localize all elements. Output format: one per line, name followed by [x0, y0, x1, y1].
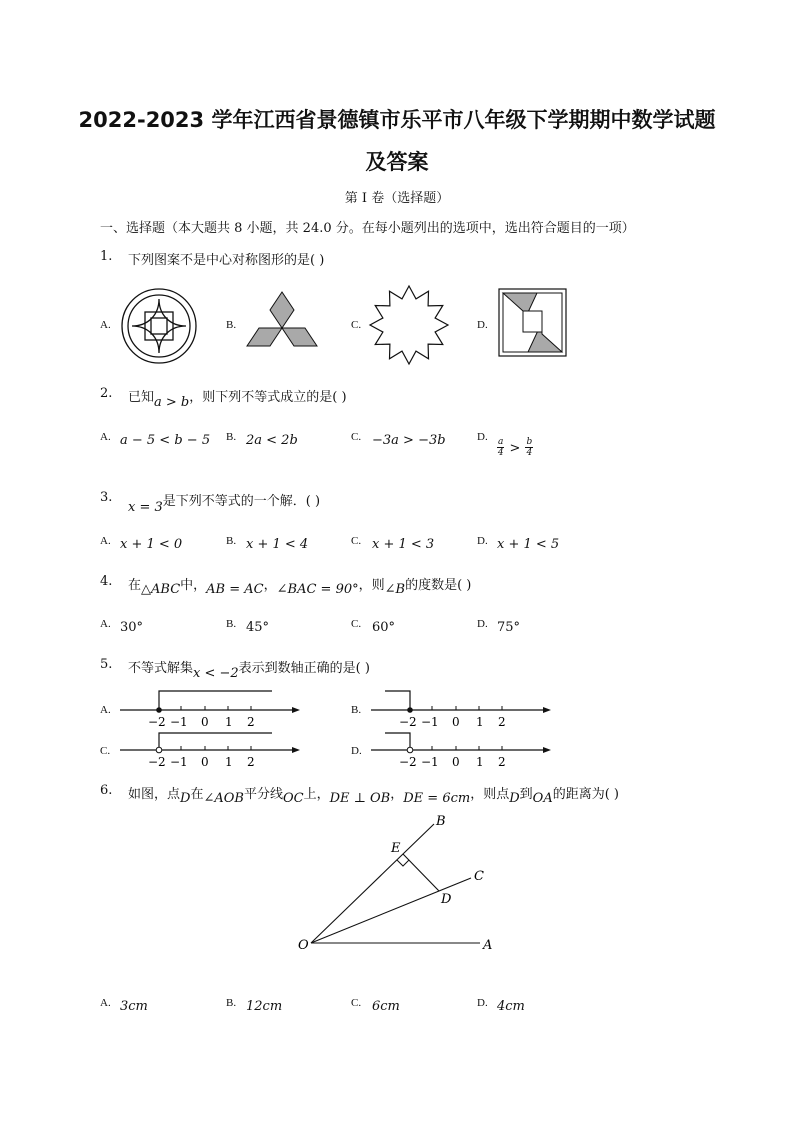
q5-post: 表示到数轴正确的是( ): [238, 661, 370, 676]
q2-frac-relation: >: [509, 441, 521, 456]
q2-label-c: C.: [351, 431, 362, 443]
q4-math-angle-b: ∠B: [384, 582, 406, 597]
q5-numberline-d: [369, 726, 555, 772]
ray-ob: [311, 824, 434, 943]
q5d-tick-label: 2: [498, 755, 506, 769]
label-c: C: [474, 869, 484, 884]
q5b-tick-label: −1: [421, 715, 439, 729]
q4-math-ab-ac: AB = AC: [206, 582, 264, 597]
label-o: O: [298, 938, 309, 953]
q5-pre: 不等式解集: [128, 661, 194, 676]
q2-option-a: a − 5 < b − 5: [120, 433, 211, 448]
q5-number: 5.: [100, 657, 113, 672]
q3-post: 是下列不等式的一个解．( ): [162, 494, 321, 509]
q4-stem: [128, 574, 472, 597]
q6-option-c: 6cm: [372, 999, 400, 1014]
q6-option-b: 12cm: [246, 999, 283, 1014]
q6-math-d2: D: [509, 791, 520, 806]
q1-text: 下列图案不是中心对称图形的是( ): [128, 253, 325, 268]
doc-title-line1: 2022-2023 学年江西省景德镇市乐平市八年级下学期期中数学试题: [78, 108, 716, 132]
q3-stem: [128, 490, 321, 515]
q2-option-c: −3a > −3b: [372, 433, 446, 448]
q5c-tick-label: −2: [148, 755, 166, 769]
q6-math-d: D: [180, 791, 191, 806]
q6-mid1: 在: [190, 787, 204, 802]
q6-label-c: C.: [351, 997, 362, 1009]
q4-number: 4.: [100, 574, 113, 589]
q5b-tick-label: 1: [476, 715, 484, 729]
q2-label-d: D.: [477, 431, 488, 443]
q3-label-b: B.: [226, 535, 237, 547]
q6-mid6: 到: [519, 787, 533, 802]
q3-label-c: C.: [351, 535, 362, 547]
q3-option-b: x + 1 < 4: [246, 537, 309, 552]
q4-label-d: D.: [477, 618, 488, 630]
q1-label-a: A.: [100, 319, 111, 331]
q4-label-a: A.: [100, 618, 111, 630]
q1-label-d: D.: [477, 319, 488, 331]
q4-label-b: B.: [226, 618, 237, 630]
q5-label-b: B.: [351, 704, 362, 716]
q5b-tick-label: −2: [399, 715, 417, 729]
q1-figure-a-coin: [120, 287, 198, 365]
q5-label-a: A.: [100, 704, 111, 716]
q4-mid2: ，: [263, 578, 277, 593]
q6-label-d: D.: [477, 997, 488, 1009]
q1-label-b: B.: [226, 319, 237, 331]
q5c-tick-label: 2: [247, 755, 255, 769]
q3-label-d: D.: [477, 535, 488, 547]
section-heading: 一、选择题（本大题共 8 小题，共 24.0 分。在每小题列出的选项中，选出符合题目的一项）: [100, 221, 635, 236]
q5c-tick-label: 1: [225, 755, 233, 769]
q2-number: 2.: [100, 386, 113, 401]
q5-math: x < −2: [193, 666, 239, 681]
q5c-tick-label: 0: [201, 755, 209, 769]
q4-option-b: 45°: [246, 620, 270, 635]
q2-option-d: [497, 437, 533, 458]
q2-stem: [128, 386, 347, 410]
q5-label-d: D.: [351, 745, 362, 757]
q4-pre: 在: [128, 578, 142, 593]
q5a-tick-label: 0: [201, 715, 209, 729]
q6-mid2: 平分线: [243, 787, 283, 802]
q5-label-c: C.: [100, 745, 111, 757]
q5b-tick-label: 0: [452, 715, 460, 729]
q5a-tick-label: −2: [148, 715, 166, 729]
q5d-tick-label: 1: [476, 755, 484, 769]
q6-number: 6.: [100, 783, 113, 798]
q6-label-a: A.: [100, 997, 111, 1009]
label-e: E: [391, 841, 401, 856]
ray-oc: [311, 878, 471, 943]
q1-figure-d-square: [497, 287, 569, 359]
q6-mid5: ，则点: [470, 787, 510, 802]
q2-frac-b: $\frac{b}{4}$: [526, 437, 533, 458]
q3-math: x = 3: [128, 500, 163, 515]
q6-math-angle-aob: ∠AOB: [203, 791, 244, 806]
q5-stem: [128, 657, 370, 681]
q4-label-c: C.: [351, 618, 362, 630]
q5d-tick-label: 0: [452, 755, 460, 769]
q5b-tick-label: 2: [498, 715, 506, 729]
q3-option-a: x + 1 < 0: [120, 537, 183, 552]
q2-math: a > b: [154, 395, 190, 410]
q3-label-a: A.: [100, 535, 111, 547]
q5-numberline-c: [118, 726, 304, 772]
q1-figure-b-diamonds: [245, 290, 319, 356]
q1-figure-c-star: [368, 284, 450, 366]
q5a-tick-label: 1: [225, 715, 233, 729]
q1-number: 1.: [100, 249, 113, 264]
q4-option-d: 75°: [497, 620, 521, 635]
q4-mid3: ，则: [358, 578, 385, 593]
q6-stem: [128, 783, 619, 806]
label-b: B: [436, 814, 446, 829]
q4-option-c: 60°: [372, 620, 396, 635]
q2-post: ，则下列不等式成立的是( ): [189, 390, 347, 405]
q4-math-triangle: △ABC: [141, 582, 181, 597]
q5a-tick-label: −1: [170, 715, 188, 729]
q2-option-b: 2a < 2b: [246, 433, 298, 448]
q6-math-oa: OA: [532, 791, 553, 806]
q3-number: 3.: [100, 490, 113, 505]
q3-option-d: x + 1 < 5: [497, 537, 560, 552]
right-angle-mark: [397, 860, 409, 866]
q2-label-b: B.: [226, 431, 237, 443]
label-d: D: [441, 892, 452, 907]
q6-option-a: 3cm: [120, 999, 148, 1014]
q6-post: 的距离为( ): [552, 787, 619, 802]
q5a-tick-label: 2: [247, 715, 255, 729]
q6-mid3: 上，: [303, 787, 330, 802]
q6-label-b: B.: [226, 997, 237, 1009]
q5c-tick-label: −1: [170, 755, 188, 769]
q1-label-c: C.: [351, 319, 362, 331]
q6-math-oc: OC: [282, 791, 304, 806]
q6-option-d: 4cm: [497, 999, 525, 1014]
q2-pre: 已知: [128, 390, 155, 405]
q6-math-de-perp-ob: DE ⊥ OB: [329, 791, 391, 806]
q4-mid1: 中，: [180, 578, 207, 593]
q4-post: 的度数是( ): [405, 578, 472, 593]
q3-option-c: x + 1 < 3: [372, 537, 435, 552]
q6-math-de-length: DE = 6cm: [403, 791, 471, 806]
q4-option-a: 30°: [120, 620, 144, 635]
label-a: A: [483, 938, 493, 953]
q6-mid4: ，: [390, 787, 404, 802]
doc-title-line2: 及答案: [365, 150, 429, 174]
q6-pre: 如图，点: [128, 787, 181, 802]
q5d-tick-label: −1: [421, 755, 439, 769]
segment-de: [403, 854, 439, 891]
q2-frac-a: $\frac{a}{4}$: [497, 437, 504, 458]
q4-math-angle-bac: ∠BAC = 90°: [276, 582, 359, 597]
volume-heading: 第 I 卷（选择题）: [344, 191, 450, 206]
q5d-tick-label: −2: [399, 755, 417, 769]
q6-geometry-figure: [290, 808, 510, 958]
q2-label-a: A.: [100, 431, 111, 443]
